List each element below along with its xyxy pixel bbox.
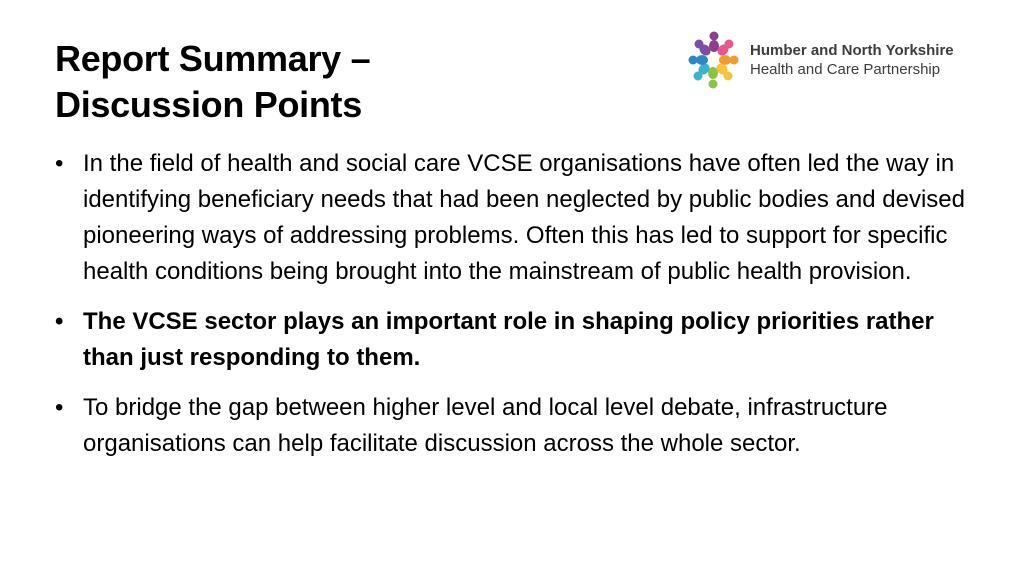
bullet-item-2: • The VCSE sector plays an important role in shaping policy priorities rather than just responding to them. (55, 304, 990, 376)
title-line-2: Discussion Points (55, 84, 362, 125)
logo-line-1: Humber and North Yorkshire (750, 42, 954, 59)
logo-line-2: Health and Care Partnership (750, 61, 941, 78)
title-line-1: Report Summary – (55, 38, 371, 79)
page-title (55, 36, 615, 128)
bullet-item-1: • In the field of health and social care VCSE organisations have often led the way in identifying beneficiary needs that had been neglected by public bodies and devised pioneering ways of addressing problems. Often this has led to support for specific health conditions being brought into the mainstream of public health provision. (55, 146, 990, 290)
people-circle-logo-icon (686, 29, 742, 91)
bullet-item-3: • To bridge the gap between higher level and local level debate, infrastructure organisations can help facilitate discussion across the whole sector. (55, 390, 990, 462)
logo-text (750, 41, 954, 79)
bullet-list (55, 146, 990, 476)
partnership-logo (686, 29, 954, 91)
